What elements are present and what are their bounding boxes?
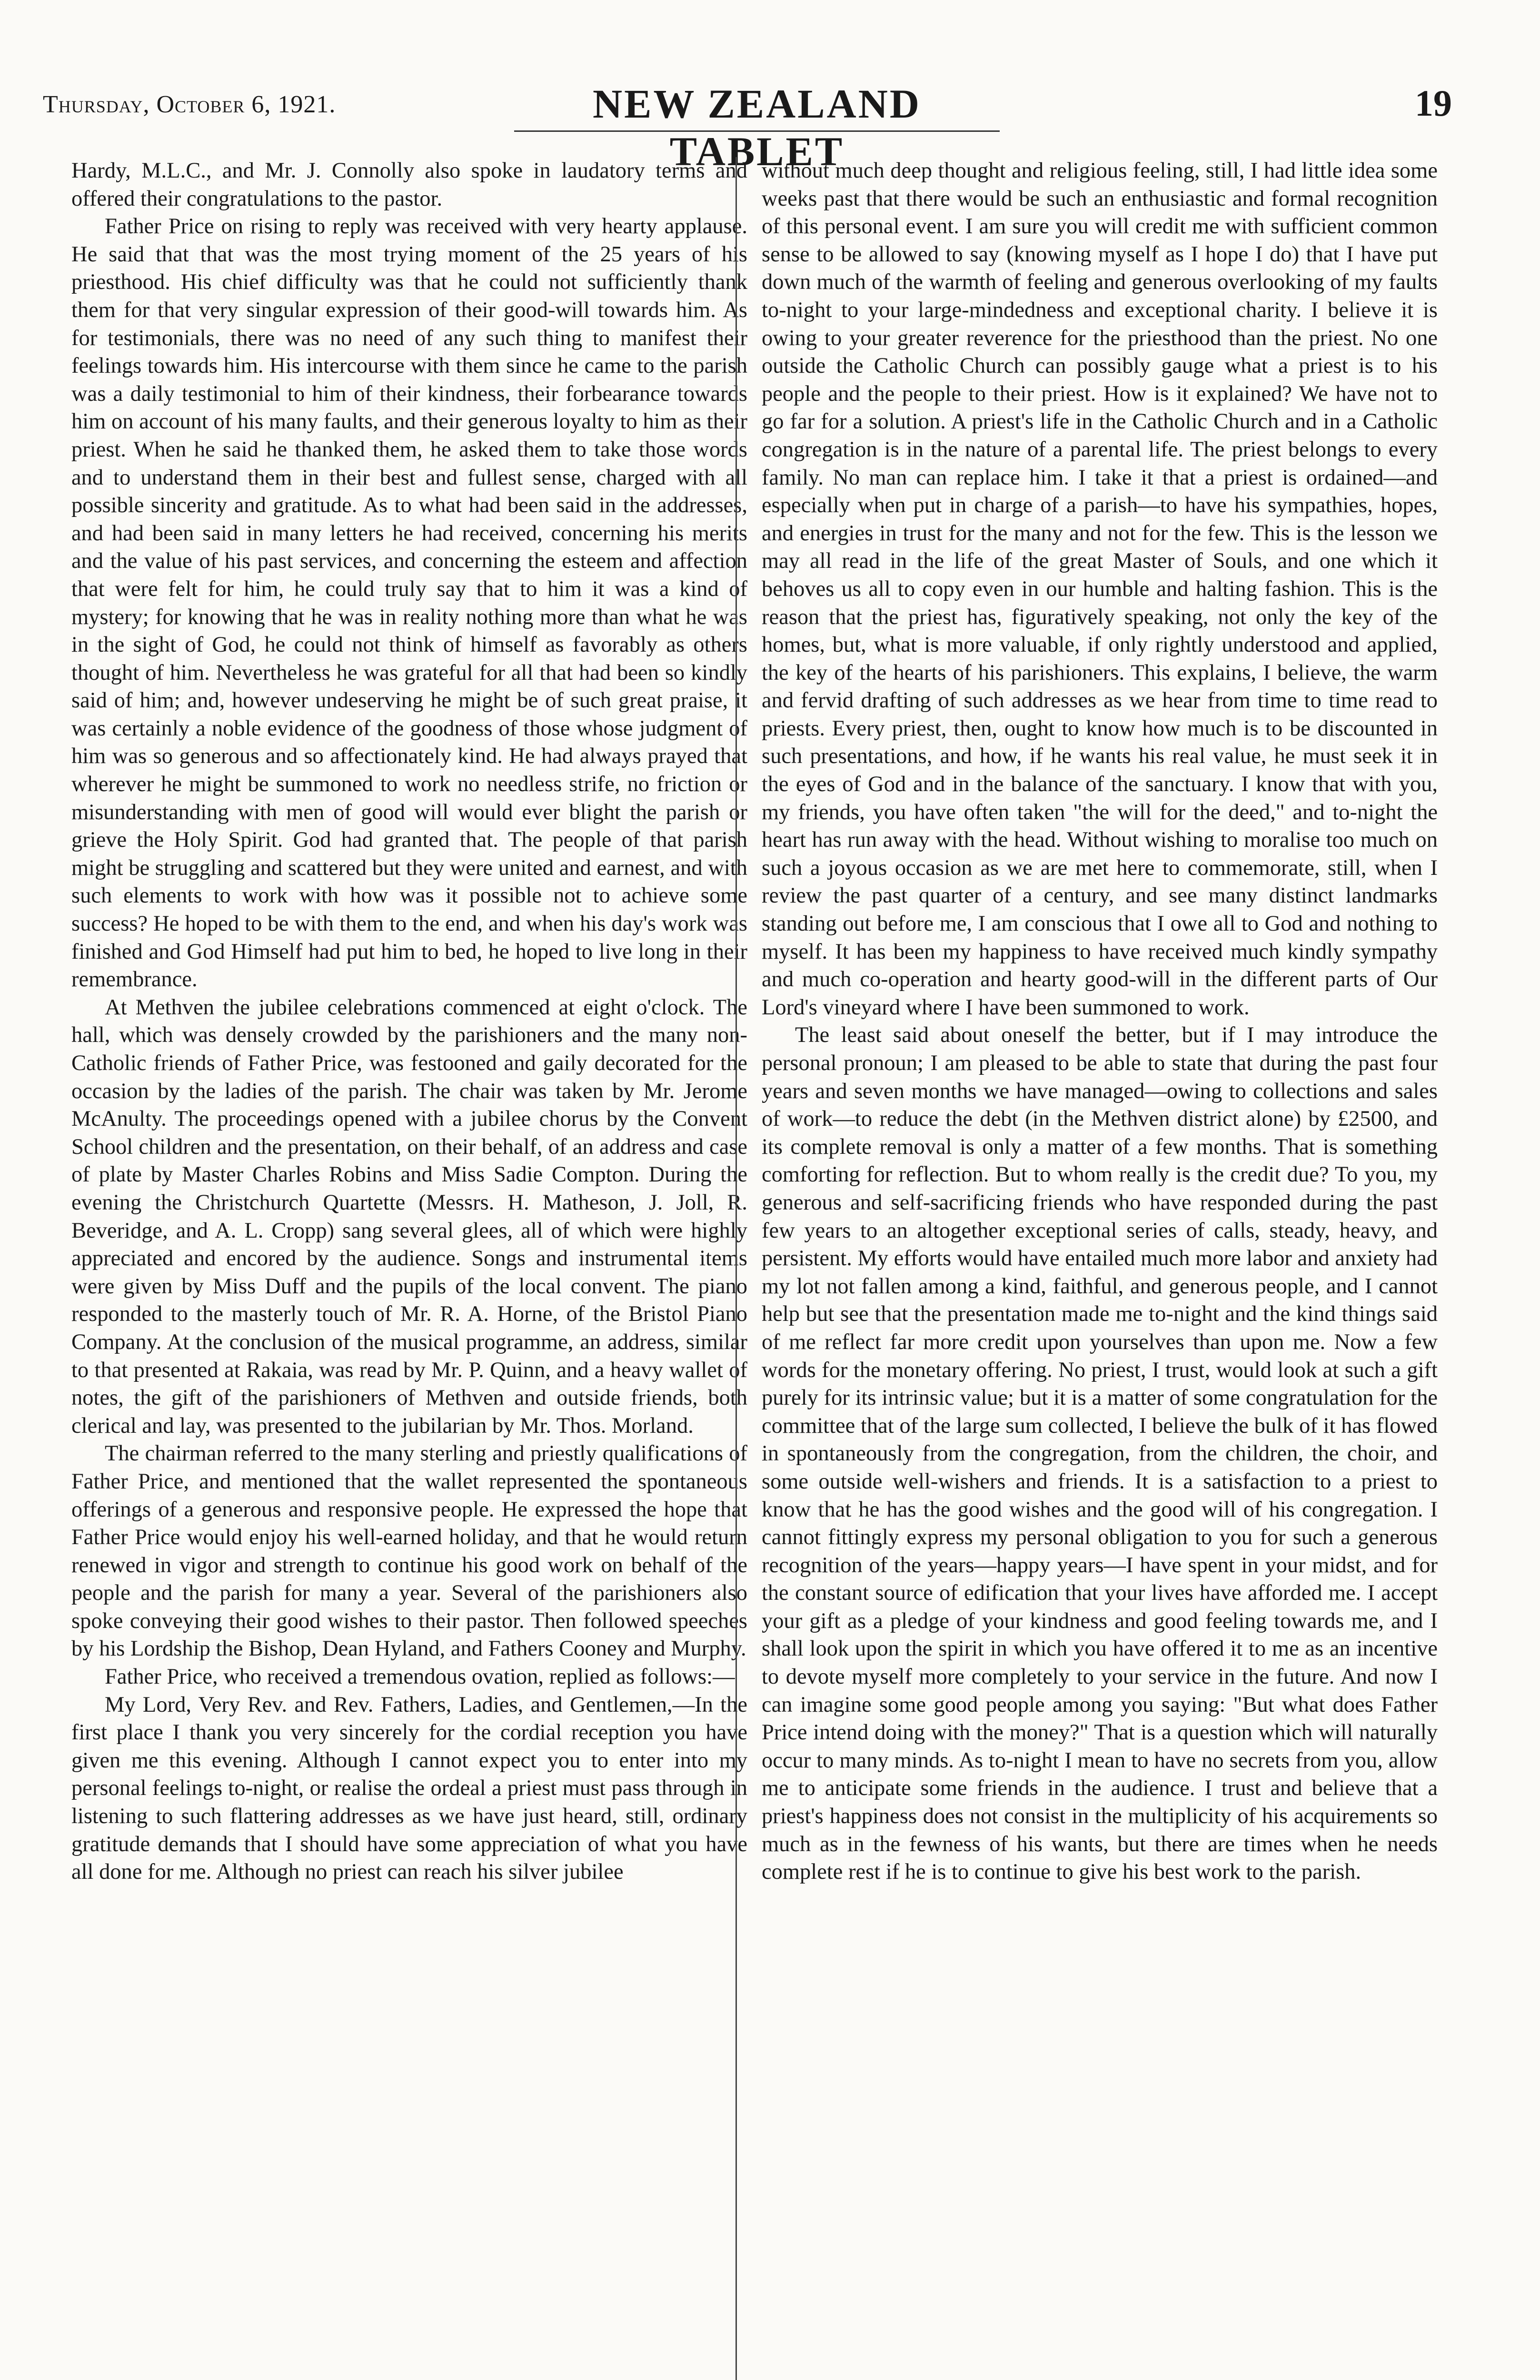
paragraph: Hardy, M.L.C., and Mr. J. Connolly also spoke in laudatory terms and offered their congratulations to the pastor.	[71, 159, 747, 211]
page-header	[43, 71, 1452, 174]
column-divider	[735, 157, 737, 2380]
paragraph: The chairman referred to the many sterling and priestly qualifications of Father Price, and mentioned that the wallet represented the spontaneous offerings of a generous and responsive people. He expressed the hope that Father Price would enjoy his well-earned holiday, and that he would return renewed in vigor and strength to continue his good work on behalf of the people and the parish for many a year. Several of the parishioners also spoke conveying their good wishes to their pastor. Then followed speeches by his Lordship the Bishop, Dean Hyland, and Fathers Cooney and Murphy.	[71, 1441, 747, 1661]
masthead-underline	[514, 130, 1000, 132]
masthead-title: NEW ZEALAND TABLET	[593, 81, 921, 174]
paragraph: My Lord, Very Rev. and Rev. Fathers, Ladies, and Gentlemen,—In the first place I thank you very sincerely for the cordial reception you have given me this evening. Although I cannot expect you to enter into my personal feelings to-night, or realise the ordeal a priest must pass through in listening to such flattering addresses as we have just heard, still, ordinary gratitude demands that I should have some appreciation of what you have all done for me. Although no priest can reach his silver jubilee	[71, 1692, 747, 1884]
left-column	[71, 157, 747, 2380]
paragraph: The least said about oneself the better, but if I may introduce the personal pronoun; I am pleased to be able to state that during the past four years and seven months we have managed—owing to collections and sales of work—to reduce the debt (in the Methven district alone) by £2500, and its complete removal is only a matter of a few months. That is something comforting for reflection. But to whom really is the credit due? To you, my generous and self-sacrificing friends who have responded during the past few years to an altogether exceptional series of calls, steady, heavy, and persistent. My efforts would have entailed much more labor and anxiety had my lot not fallen among a kind, faithful, and generous people, and I cannot help but see that the presentation made me to-night and the kind things said of me reflect far more credit upon yourselves than upon me. Now a few words for the monetary offering. No priest, I trust, would look at such a gift purely for its intrinsic value; but it is a matter of some congratulation for the committee that of the large sum collected, I believe the bulk of it has flowed in spontaneously from the congregation, from the children, the choir, and some outside well-wishers and friends. It is a satisfaction to a priest to know that he has the good wishes and the good will of his congregation. I cannot fittingly express my personal obligation to you for such a generous recognition of the years—happy years—I have spent in your midst, and for the constant source of edification that your lives have afforded me. I accept your gift as a pledge of your kindness and good feeling towards me, and I shall look upon the spirit in which you have offered it to me as an incentive to devote myself more completely to your service in the future. And now I can imagine some good people among you saying: "But what does Father Price intend doing with the money?" That is a question which will naturally occur to many minds. As to-night I mean to have no secrets from you, allow me to anticipate some friends in the audience. I trust and believe that a priest's happiness does not consist in the multiplicity of his acquirements so much as in the fewness of his wants, but there are times when he needs complete rest if he is to continue to give his best work to the parish.	[762, 1023, 1438, 1884]
paragraph: At Methven the jubilee celebrations commenced at eight o'clock. The hall, which was densely crowded by the parishioners and the many non-Catholic friends of Father Price, was festooned and gaily decorated for the occasion by the ladies of the parish. The chair was taken by Mr. Jerome McAnulty. The proceedings opened with a jubilee chorus by the Convent School children and the presentation, on their behalf, of an address and case of plate by Master Charles Robins and Miss Sadie Compton. During the evening the Christchurch Quartette (Messrs. H. Matheson, J. Joll, R. Beveridge, and A. L. Cropp) sang several glees, all of which were highly appreciated and encored by the audience. Songs and instrumental items were given by Miss Duff and the pupils of the local convent. The piano responded to the masterly touch of Mr. R. A. Horne, of the Bristol Piano Company. At the conclusion of the musical programme, an address, similar to that presented at Rakaia, was read by Mr. P. Quinn, and a heavy wallet of notes, the gift of the parishioners of Methven and outside friends, both clerical and lay, was presented to the jubilarian by Mr. Thos. Morland.	[71, 995, 747, 1438]
page-number: 19	[1415, 82, 1452, 124]
issue-date: Thursday, October 6, 1921.	[43, 91, 336, 118]
paragraph: Father Price, who received a tremendous ovation, replied as follows:—	[105, 1665, 735, 1689]
paragraph: without much deep thought and religious feeling, still, I had little idea some weeks past that there would be such an enthusiastic and formal recognition of this personal event. I am sure you will credit me with sufficient common sense to be allowed to say (knowing myself as I hope I do) that I have put down much of the warmth of feeling and generous overlooking of my faults to-night to your large-mindedness and exceptional charity. I believe it is owing to your greater reverence for the priesthood than the priest. No one outside the Catholic Church can possibly gauge what a priest is to his people and the people to their priest. How is it explained? We have not to go far for a solution. A priest's life in the Catholic Church and in a Catholic congregation is in the nature of a parental life. The priest belongs to every family. No man can replace him. I take it that a priest is ordained—and especially when put in charge of a parish—to have his sympathies, hopes, and energies in trust for the many and not for the few. This is the lesson we may all read in the life of the great Master of Souls, and one which it behoves us all to copy even in our humble and halting fashion. This is the reason that the priest has, figuratively speaking, not only the key of the homes, but, what is more valuable, if only rightly understood and applied, the key of the hearts of his parishioners. This explains, I believe, the warm and fervid drafting of such addresses as we hear from time to time read to priests. Every priest, then, ought to know how much is to be discounted in such presentations, and how, if he wants his real value, he must seek it in the eyes of God and in the balance of the sanctuary. I know that with you, my friends, you have often taken "the will for the deed," and to-night the heart has run away with the head. Without wishing to moralise too much on such a joyous occasion as we are met here to commemorate, still, when I review the past quarter of a century, and see many distinct landmarks standing out before me, I am conscious that I owe all to God and nothing to myself. It has been my happiness to have received much kindly sympathy and much co-operation and hearty good-will in the different parts of Our Lord's vineyard where I have been summoned to work.	[762, 159, 1438, 1020]
right-column	[762, 157, 1438, 2380]
paragraph: Father Price on rising to reply was received with very hearty applause. He said that that was the most trying moment of the 25 years of his priesthood. His chief difficulty was that he could not sufficiently thank them for that very singular expression of their good-will towards him. As for testimonials, there was no need of any such thing to manifest their feelings towards him. His intercourse with them since he came to the parish was a daily testimonial to him of their kindness, their forbearance towards him on account of his many faults, and their generous loyalty to him as their priest. When he said he thanked them, he asked them to take those words and to understand them in their best and fullest sense, charged with all possible sincerity and gratitude. As to what had been said in the addresses, and had been said in many letters he had received, concerning his merits and the value of his past services, and concerning the esteem and affection that were felt for him, he could truly say that to him it was a kind of mystery; for knowing that he was in reality nothing more than what he was in the sight of God, he could not think of himself as favorably as others thought of him. Nevertheless he was grateful for all that had been so kindly said of him; and, however undeserving he might be of such great praise, it was certainly a noble evidence of the goodness of those whose judgment of him was so generous and so affectionately kind. He had always prayed that wherever he might be summoned to work no needless strife, no friction or misunderstanding with men of good will would ever blight the parish or grieve the Holy Spirit. God had granted that. The people of that parish might be struggling and scattered but they were united and earnest, and with such elements to work with how was it possible not to achieve some success? He hoped to be with them to the end, and when his day's work was finished and God Himself had put him to bed, he hoped to live long in their remembrance.	[71, 214, 747, 992]
